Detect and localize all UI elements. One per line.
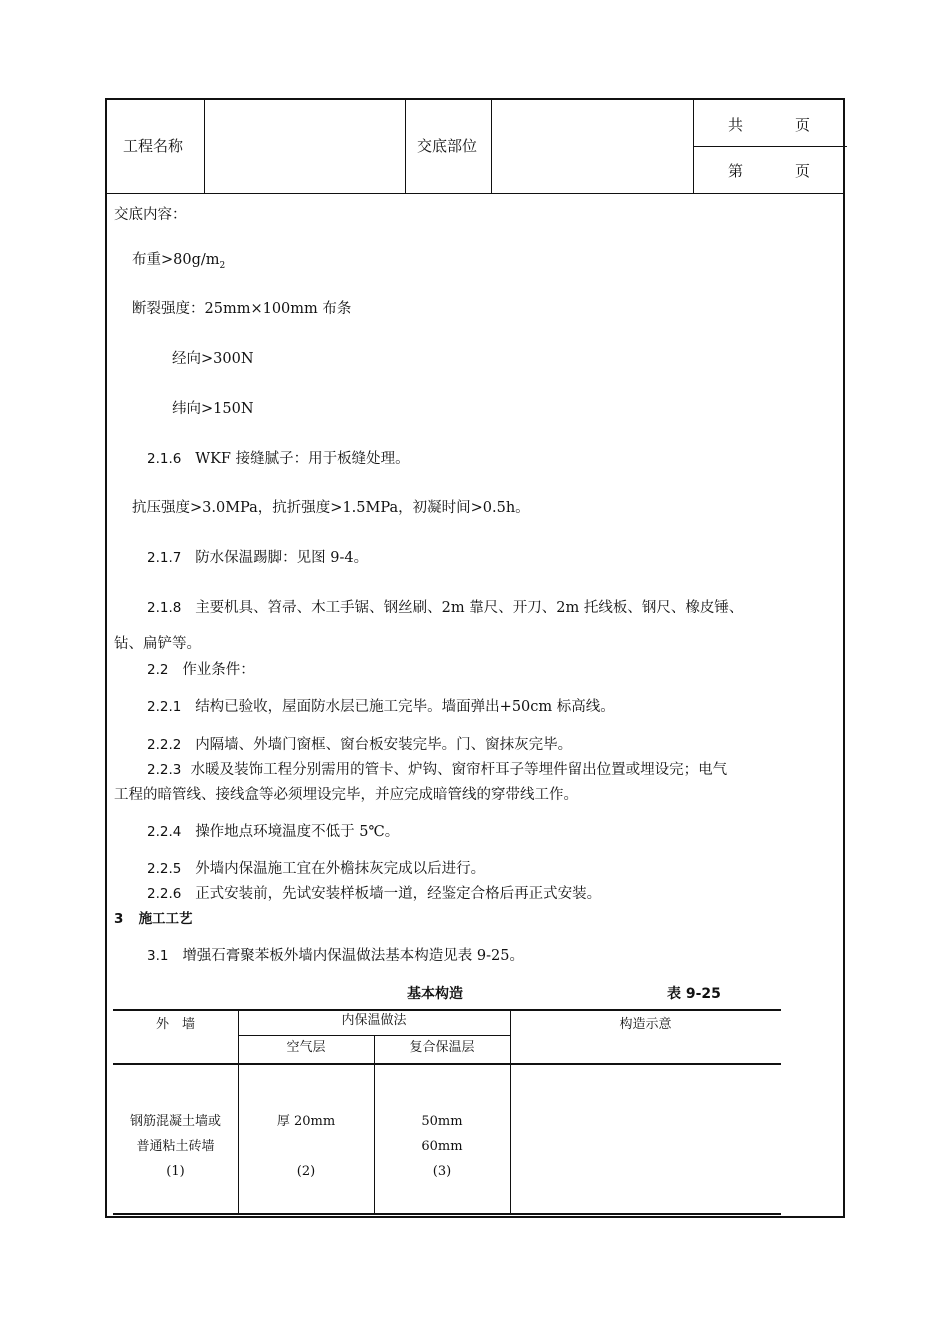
- content-label: 交底内容：: [114, 207, 187, 223]
- section-2-2-4: 2.2.4 操作地点环境温度不低于 5℃。: [147, 824, 400, 840]
- page-no-prefix: 第: [728, 162, 744, 180]
- section-2-2-2: 2.2.2 内隔墙、外墙门窗框、窗台板安装完毕。门、窗抹灰完毕。: [147, 737, 573, 753]
- section-3-heading: 3 施工工艺: [114, 911, 193, 927]
- weft-line: 纬向>150N: [172, 401, 254, 417]
- row-air-line2: (2): [296, 1164, 316, 1179]
- row-air-line1: 厚 20mm: [276, 1114, 336, 1129]
- row-comp-line1: 50mm: [421, 1114, 463, 1129]
- col-wall-header: 外 墙: [155, 1017, 195, 1032]
- location-label: 交底部位: [417, 137, 478, 155]
- row-comp-line3: (3): [432, 1164, 452, 1179]
- section-2-2-6: 2.2.6 正式安装前，先试安装样板墙一道，经鉴定合格后再正式安装。: [147, 886, 602, 902]
- section-2-1-6: 2.1.6 WKF 接缝腻子：用于板缝处理。: [147, 451, 410, 467]
- warp-line: 经向>300N: [172, 351, 254, 367]
- row-wall-line1: 钢筋混凝土墙或: [129, 1114, 221, 1129]
- section-2-2-3: 2.2.3 水暖及装饰工程分别需用的管卡、炉钩、窗帘杆耳子等埋件留出位置或埋设完；电气: [147, 762, 728, 778]
- section-2-2-5: 2.2.5 外墙内保温施工宜在外檐抹灰完成以后进行。: [147, 861, 486, 877]
- section-2-2-1: 2.2.1 结构已验收，屋面防水层已施工完毕。墙面弹出+50cm 标高线。: [147, 699, 615, 715]
- row-wall-line3: (1): [166, 1164, 185, 1179]
- col-diagram-header: 构造示意: [619, 1017, 672, 1032]
- putty-strength-line: 抗压强度>3.0MPa，抗折强度>1.5MPa，初凝时间>0.5h。: [132, 500, 530, 516]
- section-2-1-8-cont: 钻、扁铲等。: [114, 636, 201, 652]
- tensile-strength-line: 断裂强度：25mm×100mm 布条: [132, 301, 352, 317]
- page-no-suffix: 页: [795, 162, 811, 180]
- row-comp-line2: 60mm: [421, 1139, 463, 1154]
- section-3-1: 3.1 增强石膏聚苯板外墙内保温做法基本构造见表 9-25。: [147, 948, 524, 964]
- header-table: [107, 100, 843, 194]
- row-wall-line2: 普通粘土砖墙: [136, 1139, 215, 1154]
- col-insulation-header: 内保温做法: [341, 1013, 407, 1028]
- section-2-2: 2.2 作业条件：: [147, 662, 255, 678]
- total-pages-suffix: 页: [795, 116, 811, 134]
- table-title: 基本构造: [407, 986, 463, 1002]
- col-composite-layer-header: 复合保温层: [409, 1040, 475, 1055]
- project-name-label: 工程名称: [123, 137, 184, 155]
- table-number: 表 9-25: [667, 986, 721, 1002]
- section-2-2-3-cont: 工程的暗管线、接线盒等必须埋设完毕，并应完成暗管线的穿带线工作。: [114, 787, 578, 803]
- col-air-layer-header: 空气层: [286, 1040, 326, 1055]
- section-2-1-8: 2.1.8 主要机具、笤帚、木工手锯、钢丝刷、2m 靠尺、开刀、2m 托线板、钢尺、橡皮锤、: [147, 600, 744, 616]
- fabric-weight-line: 布重$>80g/m_2$: [132, 252, 226, 271]
- section-2-1-7: 2.1.7 防水保温踢脚：见图 9-4。: [147, 550, 369, 566]
- total-pages-prefix: 共: [728, 116, 744, 134]
